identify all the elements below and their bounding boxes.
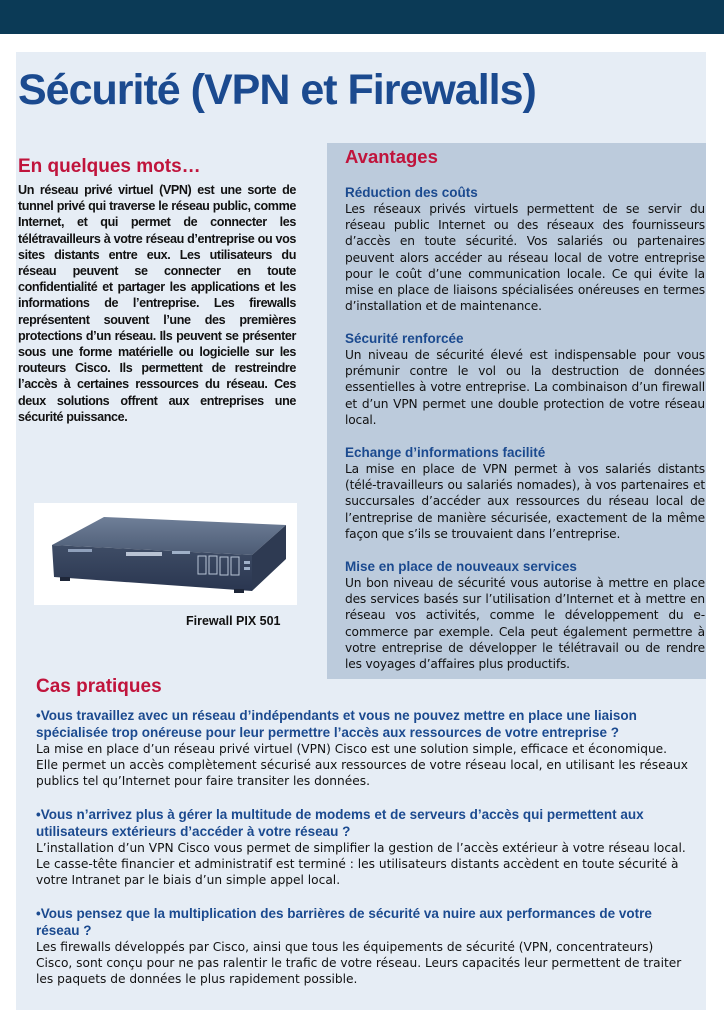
avantage-item-echange	[345, 444, 705, 542]
page-title: Sécurité (VPN et Firewalls)	[18, 66, 536, 114]
firewall-device-image	[34, 503, 297, 605]
cas-item-independants	[36, 707, 692, 790]
firewall-photo	[34, 503, 297, 605]
avantage-title: Sécurité renforcée	[345, 331, 464, 346]
avantage-text: Un bon niveau de sécurité vous autorise à mettre en place des services basés sur l’utilisation d’Internet et à mettre en réseau vos activités, comme le développement du e-commerce par exemple. Cela peut également permettre à votre entreprise de développer le télétravail ou de rendre les voyages d’affaires plus productifs.	[345, 576, 705, 672]
avantage-item-securite	[345, 330, 705, 428]
cas-answer: La mise en place d’un réseau privé virtuel (VPN) Cisco est une solution simple, efficace et économique. Elle permet un accès complètement sécurisé aux ressources de votre réseau local, en utilisant les réseaux publics tel qu’Internet pour faire transiter les données.	[36, 742, 688, 789]
avantage-text: Un niveau de sécurité élevé est indispensable pour vous prémunir contre le vol ou la destruction de données essentielles à votre entreprise. La combinaison d’un firewall et d’un VPN permet une double protection de votre réseau local.	[345, 348, 705, 427]
avantage-title: Réduction des coûts	[345, 185, 478, 200]
avantage-item-services	[345, 558, 705, 672]
avantage-title: Echange d’informations facilité	[345, 445, 546, 460]
avantage-item-couts	[345, 184, 705, 314]
cas-answer: L’installation d’un VPN Cisco vous permet de simplifier la gestion de l’accès extérieur à votre réseau local. Le casse-tête financier et administratif est terminé : les utilisateurs distants accèdent en toute sécurité à votre Intranet par le biais d’un simple appel local.	[36, 841, 686, 888]
intro-text: Un réseau privé virtuel (VPN) est une sorte de tunnel privé qui traverse le réseau public, comme Internet, et qui permet de connecter les télétravailleurs à votre réseau d’entreprise ou vos sites distants entre eux. Les utilisateurs du réseau peuvent se connecter en toute confidentialité et partager les applications et les informations de l’entreprise. Les firewalls représentent souvent l’une des premières protections d’un réseau. Ils peuvent se présenter sous une forme matérielle ou logicielle sur les routeurs Cisco. Ils permettent de restreindre l’accès à certaines ressources du réseau. Ces deux solutions offrent aux entreprises une sécurité puissance.	[18, 183, 296, 424]
cas-answer: Les firewalls développés par Cisco, ainsi que tous les équipements de sécurité (VPN, concentrateurs) Cisco, sont conçu pour ne pas ralentir le trafic de votre réseau. Leurs capacités leur permettent de traiter les paquets de données le plus rapidement possible.	[36, 940, 682, 987]
cas-question: •Vous travaillez avec un réseau d’indépendants et vous ne pouvez mettre en place une liaison spécialisée trop onéreuse pour leur permettre l’accès aux ressources de votre entreprise ?	[36, 708, 637, 740]
cas-item-performances	[36, 905, 692, 988]
top-banner	[0, 0, 724, 34]
cas-pratiques-heading: Cas pratiques	[36, 676, 162, 697]
cas-question: •Vous n’arrivez plus à gérer la multitude de modems et de serveurs d’accès qui permettent aux utilisateurs extérieurs d’accéder à votre réseau ?	[36, 807, 644, 839]
intro-heading: En quelques mots…	[18, 156, 201, 177]
avantage-text: Les réseaux privés virtuels permettent de se servir du réseau public Internet ou des réseaux des fournisseurs d’accès en toute sécurité. Vos salariés ou partenaires peuvent alors accéder au réseau local de votre entreprise pour le coût d’une communication locale. Ce qui évite la mise en place de liaisons spécialisées onéreuses en termes d’installation et de maintenance.	[345, 202, 705, 314]
avantage-title: Mise en place de nouveaux services	[345, 559, 577, 574]
cas-item-modems	[36, 806, 692, 889]
photo-caption: Firewall PIX 501	[186, 614, 281, 628]
avantages-heading: Avantages	[345, 146, 438, 167]
avantage-text: La mise en place de VPN permet à vos salariés distants (télé-travailleurs ou salariés nomades), à vos partenaires et succursales d’accéder aux ressources du réseau local de l’entreprise de manière sécurisée, exactement de la même façon que s’ils se trouvaient dans l’entreprise.	[345, 462, 705, 541]
avantages-panel	[327, 143, 706, 679]
cas-question: •Vous pensez que la multiplication des barrières de sécurité va nuire aux performances de votre réseau ?	[36, 906, 652, 938]
